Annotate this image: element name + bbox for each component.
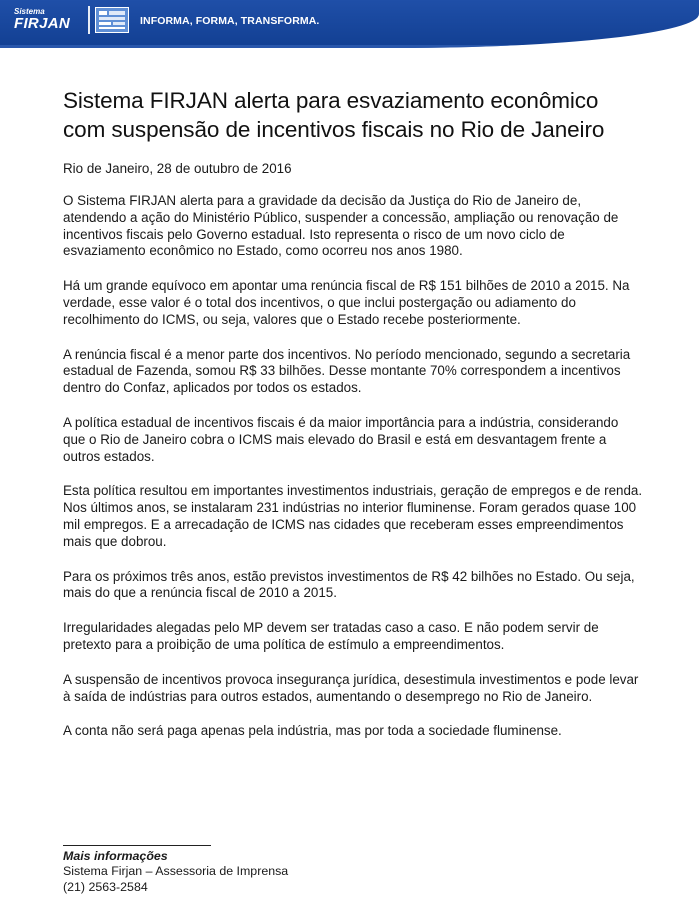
article-paragraph: A suspensão de incentivos provoca insegurança jurídica, desestimula investimentos e pode levar à saída de indústrias para outros estados, aumentando o desemprego no Rio de Janeiro. <box>63 671 639 704</box>
contact-heading: Mais informações <box>63 849 168 863</box>
article-paragraph: Há um grande equívoco em apontar uma renúncia fiscal de R$ 151 bilhões de 2010 a 2015. Na verdade, esse valor é o total dos incentivos, o que inclui postergação ou adiamento do recolhimento do ICMS, ou seja, valores que o Estado recebe posteriormente. <box>63 278 630 327</box>
article-paragraph: Esta política resultou em importantes investimentos industriais, geração de empregos e de renda. Nos últimos anos, se instalaram 231 indústrias no interior fluminense. Foram gerados quase 100 mil empregos. E a arrecadação de ICMS nas cidades que receberam esses empreendimentos mais que dobrou. <box>63 483 643 549</box>
article-paragraph: A política estadual de incentivos fiscais é da maior importância para a indústria, considerando que o Rio de Janeiro cobra o ICMS mais elevado do Brasil e está em desvantagem frente a outros estados. <box>63 414 619 464</box>
logo-big-text: FIRJAN <box>14 15 70 32</box>
firjan-logo[interactable] <box>14 7 70 32</box>
article-paragraph: O Sistema FIRJAN alerta para a gravidade da decisão da Justiça do Rio de Janeiro de, atendendo a ação do Ministério Público, suspender a concessão, ampliação ou renovação de incentivos fiscais pelo Governo estadual. Isto representa o risco de um novo ciclo de esvaziamento econômico no Estado, como ocorreu nos anos 1980. <box>63 193 619 259</box>
contact-org: Sistema Firjan – Assessoria de Imprensa <box>63 864 289 879</box>
article-paragraph: Para os próximos três anos, estão previstos investimentos de R$ 42 bilhões no Estado. Ou seja, mais do que a renúncia fiscal de 2010 a 2015. <box>63 568 635 601</box>
contact-phone[interactable]: (21) 2563-2584 <box>63 879 148 894</box>
firjan-emblem-icon <box>95 7 129 33</box>
article-title: Sistema FIRJAN alerta para esvaziamento econômico com suspensão de incentivos fiscais no Rio de Janeiro <box>63 88 605 142</box>
article-paragraph: A renúncia fiscal é a menor parte dos incentivos. No período mencionado, segundo a secretaria estadual de Fazenda, somou R$ 33 bilhões. Desse montante 70% correspondem a incentivos dentro do Confaz, aplicados por todos os estados. <box>63 346 631 396</box>
article-paragraph: A conta não será paga apenas pela indústria, mas por toda a sociedade fluminense. <box>63 723 562 739</box>
article-dateline: Rio de Janeiro, 28 de outubro de 2016 <box>63 161 292 176</box>
logo-small-text: Sistema <box>14 7 45 16</box>
header-banner <box>0 0 699 48</box>
contact-block <box>63 849 288 895</box>
logo-divider <box>88 6 90 34</box>
article-paragraph: Irregularidades alegadas pelo MP devem ser tratadas caso a caso. E não podem servir de pretexto para a proibição de uma política de estímulo a empreendimentos. <box>63 620 599 652</box>
article <box>63 86 643 740</box>
contact-divider <box>63 845 211 846</box>
header-tagline: INFORMA, FORMA, TRANSFORMA. <box>140 15 320 27</box>
